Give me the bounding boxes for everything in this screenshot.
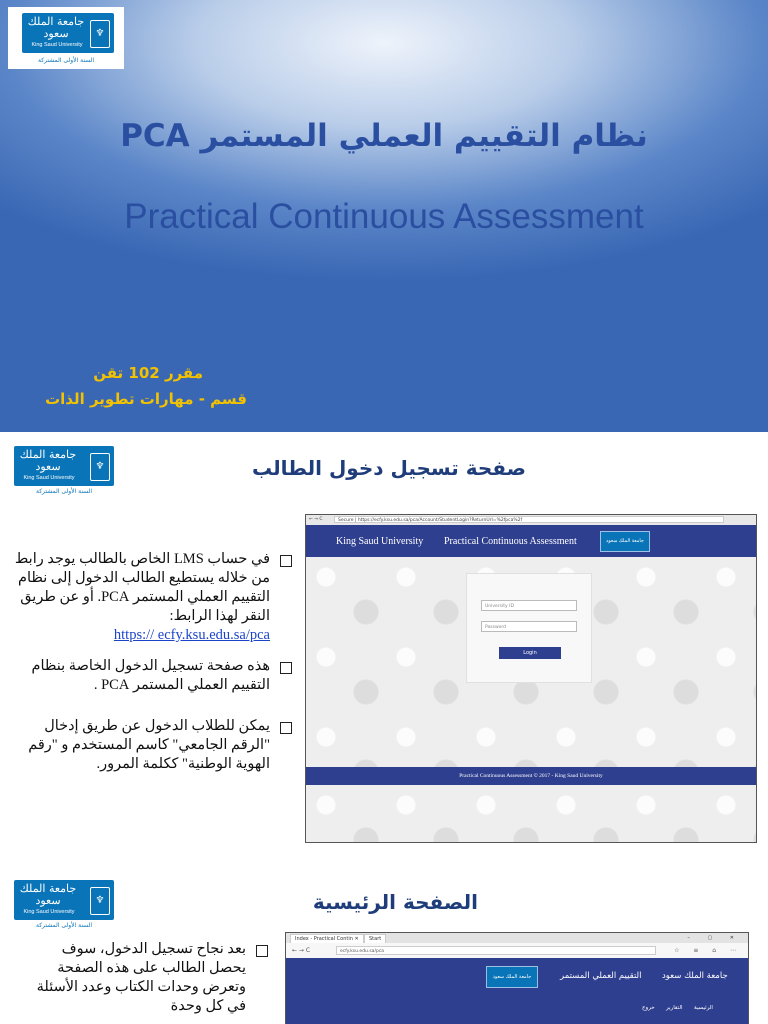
- browser-nav-icons[interactable]: ← → C: [292, 947, 311, 954]
- app-header: [286, 958, 748, 1024]
- palm-emblem-icon: ♆: [90, 20, 110, 48]
- login-slide: [0, 432, 768, 864]
- checkbox-bullet-icon: [280, 722, 292, 734]
- menu-reports[interactable]: التقارير: [666, 1005, 683, 1011]
- app-footer: Practical Continuous Assessment © 2017 - King Saud University: [306, 767, 756, 785]
- header-system: Practical Continuous Assessment: [444, 536, 577, 547]
- address-bar[interactable]: ecfy.ksu.edu.sa/pca: [336, 946, 656, 955]
- university-logo: [12, 880, 116, 932]
- home-page-screenshot: [285, 932, 749, 1024]
- slide-heading: الصفحة الرئيسية: [312, 890, 478, 914]
- checkbox-bullet-icon: [280, 555, 292, 567]
- logo-tagline: السنة الأولى المشتركة: [35, 922, 92, 929]
- address-bar[interactable]: Secure | https://ecfy.ksu.edu.sa/pca/Account/StudentLogin?ReturnUrl=%2fpca%2f: [334, 516, 724, 523]
- login-button[interactable]: Login: [499, 647, 561, 659]
- header-logo: جامعة الملك سعود: [486, 966, 538, 988]
- university-logo: [8, 7, 124, 69]
- browser-nav-icons[interactable]: ← → C: [309, 517, 323, 522]
- browser-tool-icons[interactable]: ☆ ≡ ⌂ ⋯: [674, 947, 742, 954]
- browser-tabbar: [286, 933, 748, 943]
- department-name: قسم - مهارات تطوير الذات: [45, 390, 247, 408]
- header-university: جامعة الملك سعود: [662, 971, 728, 981]
- logo-tagline: السنة الأولى المشتركة: [35, 488, 92, 495]
- bullet-item: بعد نجاح تسجيل الدخول، سوف يحصل الطالب على هذه الصفحة وتعرض وحدات الكتاب وعدد الأسئلة في كل وحدة: [30, 940, 268, 1016]
- university-logo: [12, 446, 116, 498]
- header-system: التقييم العملي المستمر: [560, 971, 642, 981]
- palm-emblem-icon: ♆: [90, 453, 110, 481]
- menu-logout[interactable]: خروج: [642, 1005, 655, 1011]
- password-field[interactable]: Password: [481, 621, 577, 632]
- university-id-field[interactable]: University ID: [481, 600, 577, 611]
- title-english: Practical Continuous Assessment: [124, 197, 644, 236]
- bullet-list: [14, 550, 292, 786]
- browser-tab-index[interactable]: Index - Practical Contin ✕: [290, 934, 364, 944]
- bullet-item: يمكن للطلاب الدخول عن طريق إدخال "الرقم الجامعي" كاسم المستخدم و "رقم الهوية الوطنية" ككلمة المرور.: [14, 717, 292, 774]
- logo-english-name: King Saud University: [31, 42, 83, 48]
- logo-arabic-name: جامعة الملك سعود: [19, 448, 77, 473]
- logo-english-name: King Saud University: [23, 909, 75, 915]
- title-arabic: نظام التقييم العملي المستمر PCA: [120, 118, 648, 154]
- bullet-item: في حساب LMS الخاص بالطالب يوجد رابط من خلاله يستطيع الطالب الدخول إلى نظام التقييم العملي المستمر PCA. أو عن طريق النقر لهذا الرابط: https:// ecfy.ksu.edu.sa/pca: [14, 550, 292, 645]
- slide-heading: صفحة تسجيل دخول الطالب: [251, 456, 526, 480]
- bullet-item: هذه صفحة تسجيل الدخول الخاصة بنظام التقييم العملي المستمر PCA .: [14, 657, 292, 695]
- bullet-list: [30, 940, 268, 1024]
- logo-arabic-name: جامعة الملك سعود: [27, 15, 85, 40]
- course-code: مقرر 102 تقن: [93, 364, 203, 382]
- logo-english-name: King Saud University: [23, 475, 75, 481]
- checkbox-bullet-icon: [280, 662, 292, 674]
- login-page-screenshot: [305, 514, 757, 843]
- palm-emblem-icon: ♆: [90, 887, 110, 915]
- menu-home[interactable]: الرئيسية: [694, 1005, 713, 1011]
- app-header: [306, 525, 756, 557]
- header-university: King Saud University: [336, 536, 424, 547]
- pca-link[interactable]: https:// ecfy.ksu.edu.sa/pca: [113, 627, 270, 643]
- checkbox-bullet-icon: [256, 945, 268, 957]
- logo-arabic-name: جامعة الملك سعود: [19, 882, 77, 907]
- title-slide: [0, 0, 768, 432]
- logo-tagline: السنة الأولى المشتركة: [37, 57, 94, 64]
- login-background: [306, 557, 756, 767]
- login-form: [466, 573, 592, 683]
- footer-background: [306, 785, 756, 843]
- home-slide: [0, 864, 768, 1024]
- browser-tab-start[interactable]: Start: [364, 934, 386, 944]
- header-logo: جامعة الملك سعود: [600, 531, 650, 552]
- browser-address-row: [286, 943, 748, 959]
- window-controls[interactable]: – ▢ ✕: [687, 935, 742, 941]
